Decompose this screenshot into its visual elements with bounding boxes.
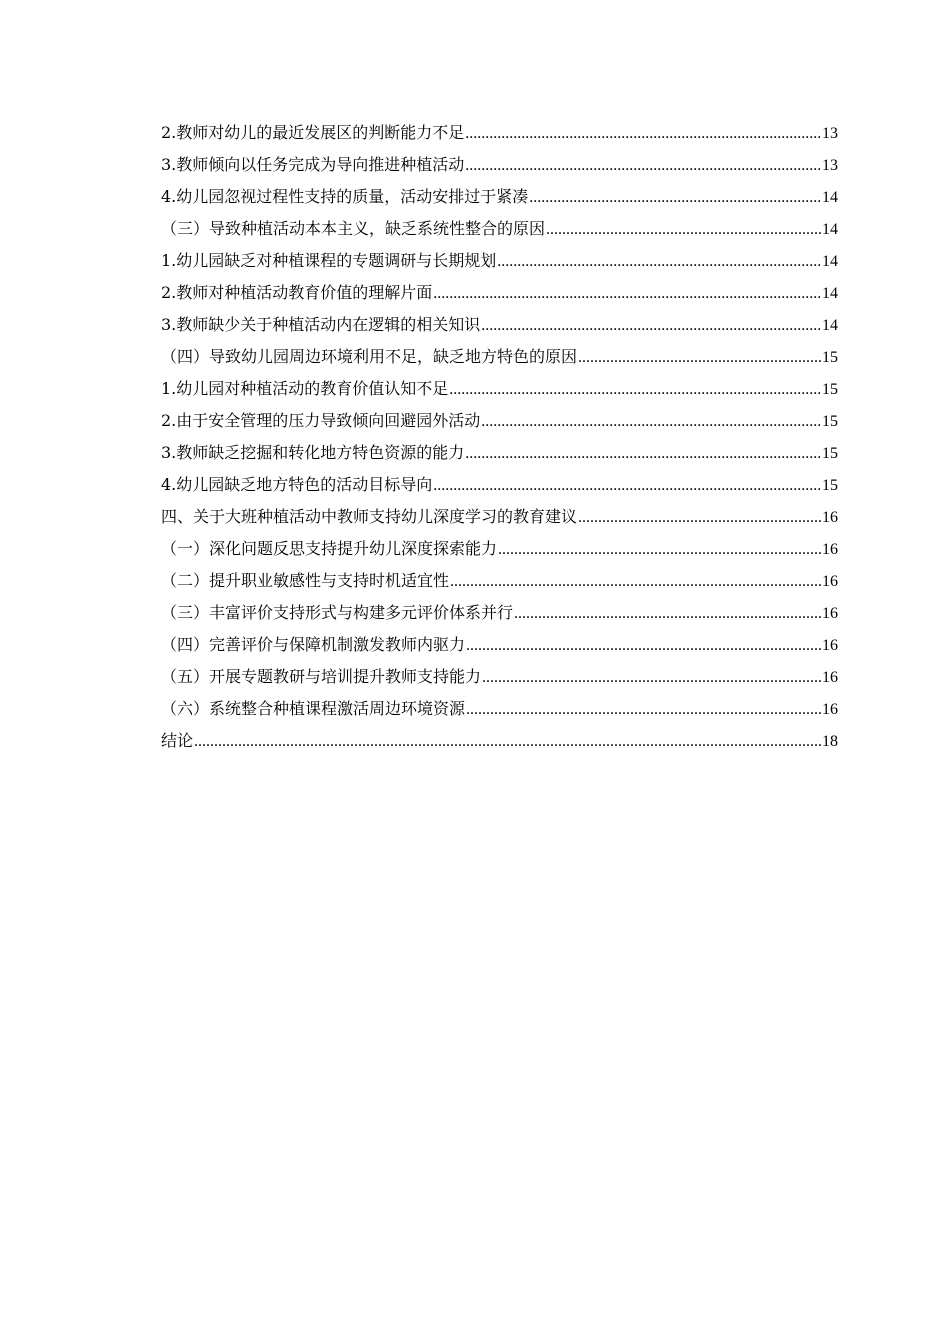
toc-entry[interactable]	[161, 725, 838, 757]
toc-entry-page: 16	[822, 701, 838, 718]
toc-entry[interactable]	[161, 117, 838, 149]
toc-dot-leader	[194, 725, 821, 758]
toc-dot-leader	[465, 437, 821, 470]
toc-entry[interactable]	[161, 565, 838, 597]
toc-entry-page: 16	[822, 509, 838, 526]
table-of-contents	[161, 117, 838, 757]
toc-entry[interactable]	[161, 661, 838, 693]
toc-entry-title: 4.幼儿园缺乏地方特色的活动目标导向	[161, 475, 433, 494]
toc-entry-title: （四）导致幼儿园周边环境利用不足，缺乏地方特色的原因	[161, 347, 578, 366]
toc-entry-page: 14	[822, 285, 838, 302]
toc-dot-leader	[449, 373, 821, 406]
toc-entry-title: （三）导致种植活动本本主义，缺乏系统性整合的原因	[161, 219, 546, 238]
toc-entry-page: 16	[822, 637, 838, 654]
toc-entry-page: 16	[822, 541, 838, 558]
toc-entry[interactable]	[161, 533, 838, 565]
toc-entry-title: 四、关于大班种植活动中教师支持幼儿深度学习的教育建议	[161, 507, 578, 526]
toc-entry-page: 14	[822, 253, 838, 270]
toc-dot-leader	[433, 277, 821, 310]
toc-dot-leader	[529, 181, 821, 214]
toc-entry-title: 结论	[161, 731, 194, 750]
toc-dot-leader	[498, 533, 821, 566]
toc-entry-title: 1.幼儿园对种植活动的教育价值认知不足	[161, 379, 449, 398]
toc-entry[interactable]	[161, 309, 838, 341]
toc-entry-title: 2.教师对幼儿的最近发展区的判断能力不足	[161, 123, 465, 142]
toc-dot-leader	[450, 565, 821, 598]
toc-entry-page: 16	[822, 669, 838, 686]
toc-entry[interactable]	[161, 181, 838, 213]
toc-dot-leader	[546, 213, 821, 246]
toc-entry-title: 3.教师缺少关于种植活动内在逻辑的相关知识	[161, 315, 481, 334]
toc-entry[interactable]	[161, 149, 838, 181]
toc-entry[interactable]	[161, 405, 838, 437]
toc-entry[interactable]	[161, 341, 838, 373]
toc-dot-leader	[481, 309, 821, 342]
toc-entry-page: 14	[822, 317, 838, 334]
toc-entry-title: 1.幼儿园缺乏对种植课程的专题调研与长期规划	[161, 251, 497, 270]
toc-entry-title: 2.教师对种植活动教育价值的理解片面	[161, 283, 433, 302]
toc-entry-page: 15	[822, 381, 838, 398]
toc-entry[interactable]	[161, 213, 838, 245]
toc-entry-title: （四）完善评价与保障机制激发教师内驱力	[161, 635, 466, 654]
toc-dot-leader	[465, 117, 821, 150]
toc-entry[interactable]	[161, 629, 838, 661]
toc-dot-leader	[578, 341, 821, 374]
toc-entry[interactable]	[161, 469, 838, 501]
toc-entry-title: （六）系统整合种植课程激活周边环境资源	[161, 699, 466, 718]
toc-entry[interactable]	[161, 437, 838, 469]
toc-entry-page: 13	[822, 125, 838, 142]
toc-entry-page: 13	[822, 157, 838, 174]
toc-entry-page: 15	[822, 477, 838, 494]
toc-entry-page: 15	[822, 413, 838, 430]
toc-entry-title: （三）丰富评价支持形式与构建多元评价体系并行	[161, 603, 514, 622]
toc-entry[interactable]	[161, 245, 838, 277]
toc-entry-page: 18	[822, 733, 838, 750]
toc-entry-title: 3.教师缺乏挖掘和转化地方特色资源的能力	[161, 443, 465, 462]
toc-entry-page: 14	[822, 189, 838, 206]
toc-dot-leader	[514, 597, 821, 630]
toc-entry[interactable]	[161, 373, 838, 405]
toc-entry-title: 2.由于安全管理的压力导致倾向回避园外活动	[161, 411, 481, 430]
toc-entry-page: 15	[822, 445, 838, 462]
toc-dot-leader	[482, 661, 821, 694]
toc-entry-page: 15	[822, 349, 838, 366]
toc-entry[interactable]	[161, 693, 838, 725]
toc-entry[interactable]	[161, 597, 838, 629]
toc-dot-leader	[497, 245, 821, 278]
toc-dot-leader	[466, 693, 821, 726]
toc-entry-title: （二）提升职业敏感性与支持时机适宜性	[161, 571, 450, 590]
toc-entry-title: 4.幼儿园忽视过程性支持的质量，活动安排过于紧凑	[161, 187, 529, 206]
toc-entry-title: （五）开展专题教研与培训提升教师支持能力	[161, 667, 482, 686]
toc-entry[interactable]	[161, 501, 838, 533]
toc-entry-title: 3.教师倾向以任务完成为导向推进种植活动	[161, 155, 465, 174]
toc-dot-leader	[466, 629, 821, 662]
toc-dot-leader	[578, 501, 821, 534]
toc-entry-page: 16	[822, 605, 838, 622]
toc-entry-title: （一）深化问题反思支持提升幼儿深度探索能力	[161, 539, 498, 558]
toc-dot-leader	[465, 149, 821, 182]
toc-entry-page: 14	[822, 221, 838, 238]
toc-dot-leader	[481, 405, 821, 438]
toc-entry-page: 16	[822, 573, 838, 590]
toc-entry[interactable]	[161, 277, 838, 309]
toc-dot-leader	[433, 469, 821, 502]
